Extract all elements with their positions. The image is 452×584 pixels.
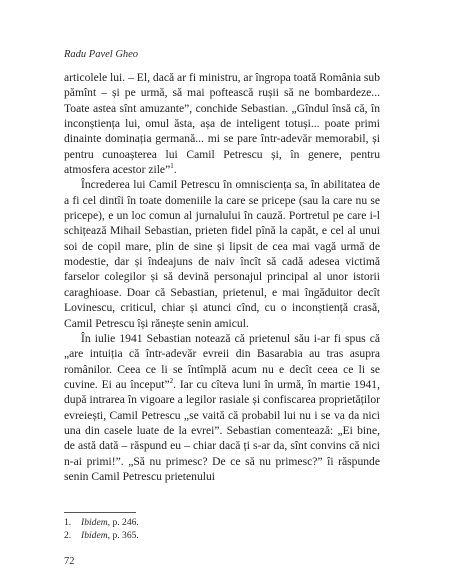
footnote-page: , p. 246. [107,517,139,528]
footnote-reference: 1 [170,162,174,171]
running-head: Radu Pavel Gheo [64,49,139,60]
page-number: 72 [64,556,75,567]
footnote-source: Ibidem [81,517,108,528]
footnote-page: , p. 365. [107,529,139,541]
body-text [64,70,380,484]
footnote-number: 2. [64,529,72,541]
footnote-separator [64,512,136,513]
paragraph-text: . [173,163,177,177]
paragraph [64,70,380,177]
footnote [64,517,139,530]
paragraph-text: . Iar cu cîteva luni în urmă, în martie 1941, după intrarea în vigoare a legilor rasiale și confiscarea proprietăților evreiești, Camil Petrescu „se vaită că probabil lui nu i se va da nici una din casele luate de la evrei”. Sebastian comentează: „Ei bine, de astă dată – răspund eu – chiar dacă ți s-ar da, sînt convins că nici n-ai primi!”. „Să nu primesc? De ce să nu primesc?” îi răspunde senin Camil Petrescu prietenului [64,377,381,483]
paragraph-text: articolele lui. – El, dacă ar fi ministru, ar îngropa toată România sub pămînt – și pe urmă, să mai poftească rușii să ne bombardeze... Toate astea sînt amuzante”, conchide Sebastian. „Gîndul însă că, în inconștiența lui, omul ăsta, așa de inteligent totuși... poate primi dinainte dominația germană... mi se pare într-adevăr memorabil, și pentru cunoașterea lui Camil Petrescu și, în genere, pentru atmosfera acestor zile” [64,71,380,177]
footnotes [64,517,139,542]
paragraph [64,177,380,330]
footnote [64,530,139,543]
paragraph-text: Încrederea lui Camil Petrescu în omnisciența sa, în abilitatea de a fi cel dintîi în toate domeniile la care se pricepe (sau la care nu se pricepe), e un loc comun al jurnalului în cauză. Portretul pe care i-l schițează Mihail Sebastian, prieten fidel pînă la capăt, e cel al unui soi de copil mare, plin de sine și lipsit de cea mai vagă urmă de modestie, dar și îndeajuns de naiv încît să cadă adesea victimă farselor colegilor și să devină personajul principal al unor istorii caraghioase. Doar că Sebastian, prietenul, e mai îngăduitor decît Lovinescu, criticul, chiar și atunci cînd, cu o inconștiență crasă, Camil Petrescu își rănește senin amicul. [64,178,380,330]
footnote-reference: 2 [169,377,174,386]
paragraph-text: În iulie 1941 Sebastian notează că prietenul său i-ar fi spus că „are intuiția că într-adevăr evreii din Basarabia au tras asupra românilor. Ceea ce li se întîmplă acum nu e decît ceea ce li se cuvine. Ei au început” [64,331,380,391]
footnote-source: Ibidem [81,529,108,541]
paragraph [64,331,380,484]
footnote-number: 1. [64,517,72,528]
